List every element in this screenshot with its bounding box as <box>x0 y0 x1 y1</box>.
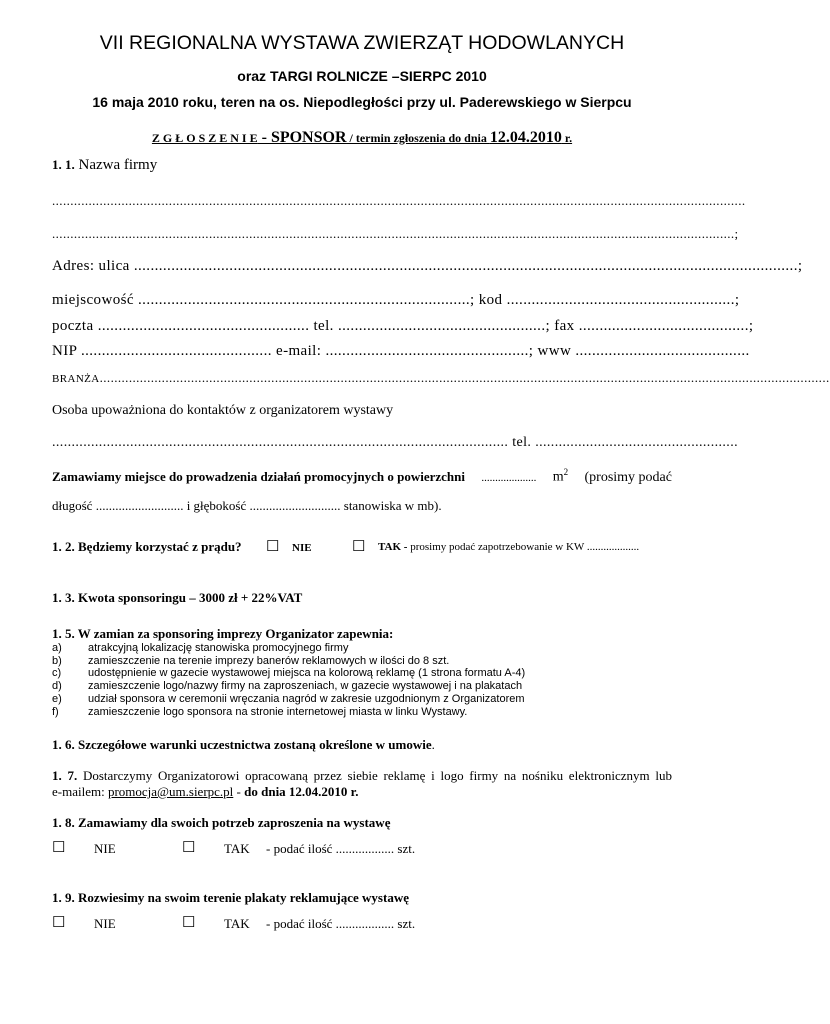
space-area-field[interactable]: .................... <box>481 471 537 484</box>
company-name-line-1[interactable]: .............................................................................................................................................................................................. <box>52 193 746 208</box>
address-street-field[interactable]: Adres: ulica ................................................................................................................................................................; <box>52 258 803 274</box>
post-phone-fax-field[interactable]: poczta ................................................... tel. ..................................................; fax .........................................; <box>52 318 754 334</box>
list-item-letter: d) <box>52 680 62 693</box>
company-name-label: Nazwa firmy <box>78 157 158 173</box>
form-title-term: / termin zgłoszenia do dnia <box>346 131 490 145</box>
posters-quantity-field[interactable]: - podać ilość .................. szt. <box>266 916 416 931</box>
list-item-letter: c) <box>52 667 62 680</box>
list-item <box>52 642 525 655</box>
power-no-checkbox[interactable]: ☐ <box>266 539 280 555</box>
company-name-line-2[interactable]: ...........................................................................................................................................................................................; <box>52 226 739 241</box>
benefits-list <box>52 642 525 718</box>
power-yes-row <box>378 541 639 553</box>
sponsorship-amount: 1. 3. Kwota sponsoringu – 3000 zł + 22%VAT <box>52 590 303 605</box>
event-title: VII REGIONALNA WYSTAWA ZWIERZĄT HODOWLANYCH <box>99 32 625 54</box>
stand-dimensions-field[interactable]: długość ........................... i głębokość ............................ stanowiska w mb). <box>52 498 442 513</box>
city-postcode-field[interactable]: miejscowość ................................................................................; kod .......................................................; <box>52 292 740 308</box>
list-item-letter: f) <box>52 705 59 718</box>
space-unit-m: m <box>552 469 564 485</box>
section-1-1-heading <box>52 157 157 174</box>
posters-question: 1. 9. Rozwiesimy na swoim terenie plakaty reklamujące wystawę <box>52 890 409 905</box>
list-item <box>52 693 525 706</box>
email-separator: - <box>233 784 245 799</box>
list-item-letter: a) <box>52 642 62 654</box>
list-item-text: zamieszczenie na terenie imprezy banerów reklamowych w ilości do 8 szt. <box>88 654 450 667</box>
list-item <box>52 680 525 693</box>
form-title-suffix: r. <box>561 131 573 145</box>
contact-person-label: Osoba upoważniona do kontaktów z organizatorem wystawy <box>52 403 394 418</box>
list-item-letter: b) <box>52 654 62 667</box>
list-item <box>52 655 525 668</box>
space-order-text: Zamawiamy miejsce do prowadzenia działań promocyjnych o powierzchni <box>52 468 465 484</box>
power-demand-field[interactable]: prosimy podać zapotrzebowanie w KW ................... <box>410 541 640 553</box>
list-item <box>52 667 525 680</box>
event-date-location: 16 maja 2010 roku, teren na os. Niepodległości przy ul. Paderewskiego w Sierpcu <box>92 94 632 110</box>
email-prefix: e-mailem: <box>52 784 108 799</box>
industry-dots: ........................................................................................................................................................................................................ <box>99 370 830 385</box>
industry-label: BRANŻA <box>52 373 100 385</box>
list-item <box>52 706 525 719</box>
benefits-heading: 1. 5. W zamian za sponsoring imprezy Organizator zapewnia: <box>52 626 394 641</box>
industry-field[interactable] <box>52 369 830 387</box>
section-1-7-line-2 <box>52 784 359 800</box>
posters-no-label: NIE <box>94 916 116 931</box>
invitations-quantity-field[interactable]: - podać ilość .................. szt. <box>266 841 416 856</box>
nip-email-www-field[interactable]: NIP .............................................. e-mail: .................................................; www .......................................... <box>52 343 750 359</box>
event-subtitle: oraz TARGI ROLNICZE –SIERPC 2010 <box>237 68 487 84</box>
section-1-6 <box>52 737 435 753</box>
list-item-text: zamieszczenie logo/nazwy firmy na zaproszeniach, w gazecie wystawowej i na plakatach <box>88 680 523 693</box>
power-yes-checkbox[interactable]: ☐ <box>352 539 366 555</box>
list-item-letter: e) <box>52 692 62 705</box>
invitations-yes-checkbox[interactable]: ☐ <box>182 840 196 856</box>
posters-no-checkbox[interactable]: ☐ <box>52 915 66 931</box>
ad-deadline: do dnia 12.04.2010 r. <box>244 784 359 799</box>
invitations-no-label: NIE <box>94 841 116 856</box>
form-title-deadline: 12.04.2010 <box>489 129 562 146</box>
posters-yes-label: TAK <box>224 916 250 931</box>
ad-delivery-text: Dostarczymy Organizatorowi opracowaną przez siebie reklamę i logo firmy na nośniku elektronicznym lub <box>82 768 673 783</box>
section-1-1-number: 1. 1. <box>52 157 75 172</box>
form-title-sponsor: - SPONSOR <box>257 129 347 146</box>
contract-terms-text: 1. 6. Szczegółowe warunki uczestnictwa zostaną określone w umowie <box>52 737 432 752</box>
space-unit <box>553 467 568 486</box>
contract-terms-dot: . <box>431 737 435 752</box>
section-1-2-row <box>52 538 242 556</box>
list-item-text: udział sponsora w ceremonii wręczania nagród w zakresie uzgodnionym z Organizatorem <box>88 692 525 705</box>
contact-person-field[interactable]: ..................................................................................................................... tel. .................................................... <box>52 435 738 450</box>
space-order-line <box>52 467 672 486</box>
form-title-zgloszenie: Z G Ł O S Z E N I E <box>151 131 258 145</box>
section-1-7-number: 1. 7. <box>52 768 78 783</box>
power-no-label: NIE <box>292 542 312 554</box>
invitations-no-checkbox[interactable]: ☐ <box>52 840 66 856</box>
list-item-text: zamieszczenie logo sponsora na stronie internetowej miasta w linku Wystawy. <box>88 705 468 718</box>
space-note-start: (prosimy podać <box>584 469 672 485</box>
form-title <box>0 129 724 147</box>
posters-yes-checkbox[interactable]: ☐ <box>182 915 196 931</box>
email-link[interactable]: promocja@um.sierpc.pl <box>107 784 234 799</box>
section-1-7-line-1 <box>52 768 672 784</box>
list-item-text: atrakcyjną lokalizację stanowiska promocyjnego firmy <box>88 642 349 654</box>
space-unit-sup: 2 <box>563 467 569 477</box>
power-question: 1. 2. Będziemy korzystać z prądu? <box>52 539 242 554</box>
list-item-text: udostępnienie w gazecie wystawowej miejsca na kolorową reklamę (1 strona formatu A-4) <box>88 667 526 680</box>
invitations-question: 1. 8. Zamawiamy dla swoich potrzeb zaproszenia na wystawę <box>52 815 391 830</box>
power-yes-label: TAK - <box>378 541 408 553</box>
invitations-yes-label: TAK <box>224 841 250 856</box>
